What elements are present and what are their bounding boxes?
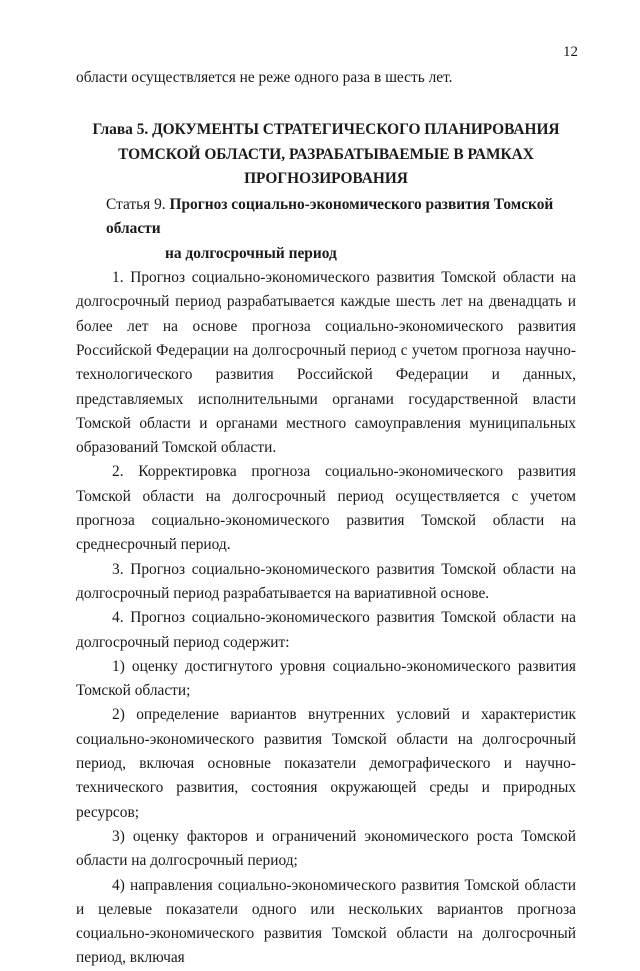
list-item-4: 4) направления социально-экономического развития Томской области и целевые показатели одного или нескольких вариантов прогноза социально-экономического развития Томской области на долгосрочный период, включая (76, 876, 576, 967)
chapter-heading: Глава 5. ДОКУМЕНТЫ СТРАТЕГИЧЕСКОГО ПЛАНИРОВАНИЯ ТОМСКОЙ ОБЛАСТИ, РАЗРАБАТЫВАЕМЫЕ В РАМКАХ ПРОГНОЗИРОВАНИЯ (92, 121, 560, 187)
paragraph-1: 1. Прогноз социально-экономического развития Томской области на долгосрочный период разрабатывается каждые шесть лет на двенадцать и более лет на основе прогноза социально-экономического развития Российской Федерации на долгосрочный период с учетом прогноза научно-технологического развития Российской Федерации и данных, представляемых исполнительными органами государственной власти Томской области и органами местного самоуправления муниципальных образований Томской области. (76, 269, 576, 457)
paragraph-4: 4. Прогноз социально-экономического развития Томской области на долгосрочный период содержит: (76, 609, 576, 651)
article-heading (76, 193, 576, 266)
carryover-line: области осуществляется не реже одного раза в шесть лет. (76, 69, 453, 86)
article-title-line2: на долгосрочный период (165, 244, 337, 262)
article-title-line1: Прогноз социально-экономического развития Томской области (106, 196, 554, 238)
paragraph-3: 3. Прогноз социально-экономического развития Томской области на долгосрочный период разрабатывается на вариативной основе. (76, 560, 576, 602)
paragraph-2: 2. Корректировка прогноза социально-экономического развития Томской области на долгосрочный период осуществляется с учетом прогноза социально-экономического развития Томской области на среднесрочный период. (76, 463, 576, 554)
list-item-2: 2) определение вариантов внутренних условий и характеристик социально-экономического развития Томской области на долгосрочный период, включая основные показатели демографического и научно-технического развития, состояния окружающей среды и природных ресурсов; (76, 706, 576, 821)
list-item-3: 3) оценку факторов и ограничений экономического роста Томской области на долгосрочный период; (76, 827, 576, 870)
page-number: 12 (563, 44, 578, 60)
article-label: Статья 9. (106, 196, 166, 214)
document-body (76, 66, 576, 971)
list-item-1: 1) оценку достигнутого уровня социально-экономического развития Томской области; (76, 657, 576, 700)
